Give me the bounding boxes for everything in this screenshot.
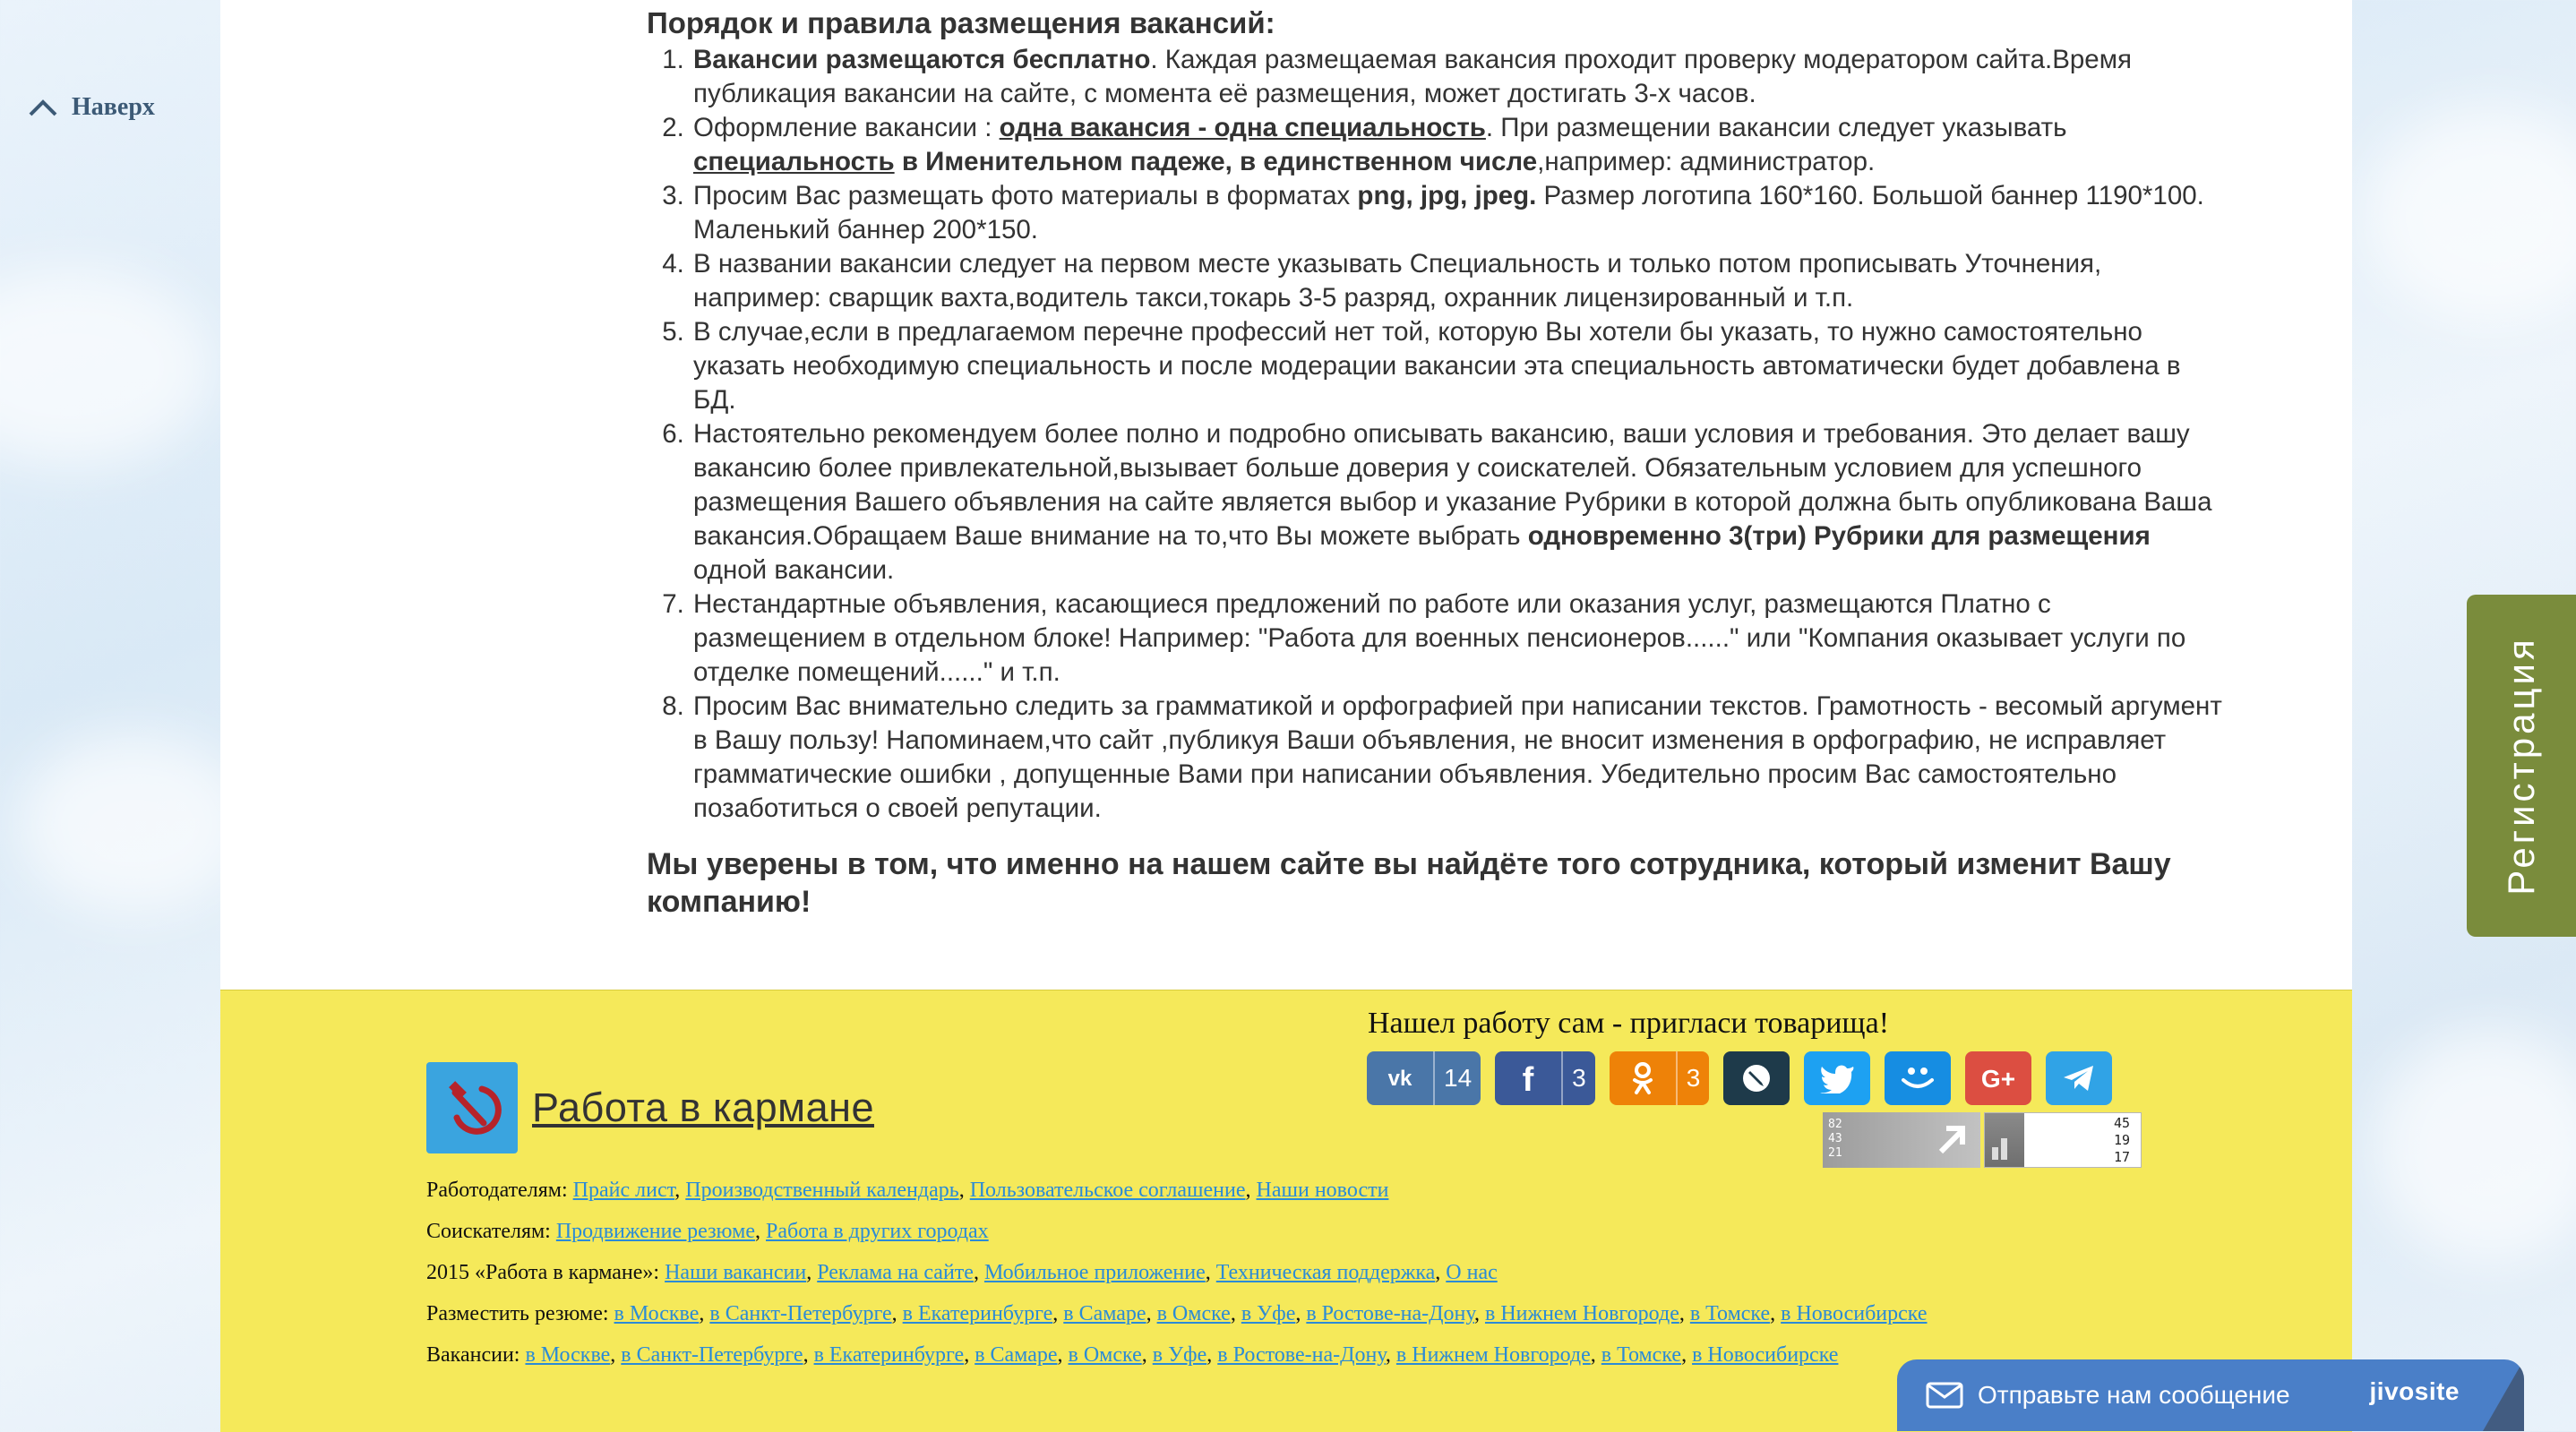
visit-counters <box>1823 1112 2142 1168</box>
footer-link[interactable]: Техническая поддержка <box>1215 1261 1436 1284</box>
rule-item <box>691 315 2223 417</box>
rule-item <box>691 247 2223 315</box>
footer-link[interactable]: в Омске <box>1068 1343 1142 1367</box>
svg-text:vk: vk <box>1387 1067 1413 1090</box>
back-to-top-label: Наверх <box>72 93 155 121</box>
rule-text: одна вакансия - одна специальность <box>999 113 1486 142</box>
footer-link[interactable]: в Новосибирске <box>1781 1302 1928 1325</box>
share-livejournal-button[interactable] <box>1723 1051 1790 1105</box>
rules-heading: Порядок и правила размещения вакансий: <box>647 6 1275 39</box>
footer-link-row: Вакансии: в Москве, в Санкт-Петербурге, в Екатеринбурге, в Самаре, в Омске, в Уфе, в Ростове-на-Дону, в Нижнем Новгороде, в Томске, в Новосибирске <box>426 1343 1839 1367</box>
share-twitter-button[interactable] <box>1804 1051 1870 1105</box>
footer-link[interactable]: в Санкт-Петербурге <box>621 1343 803 1367</box>
chevron-up-icon <box>27 97 59 118</box>
rule-item <box>691 587 2223 690</box>
chat-label: Отправьте нам сообщение <box>1978 1381 2290 1409</box>
footer-link[interactable]: О нас <box>1446 1261 1498 1284</box>
share-odnoklassniki-button[interactable] <box>1610 1051 1710 1105</box>
rule-text: . При размещении вакансии следует указывать <box>1485 113 2067 142</box>
footer-link[interactable]: Пользовательское соглашение <box>969 1179 1246 1202</box>
footer-link[interactable]: в Уфе <box>1152 1343 1207 1367</box>
footer-link-row: 2015 «Работа в кармане»: Наши вакансии, Реклама на сайте, Мобильное приложение, Техническая поддержка, О нас <box>426 1261 1498 1284</box>
footer-link[interactable]: в Нижнем Новгороде <box>1395 1343 1591 1367</box>
share-buttons <box>1367 1051 2112 1105</box>
footer-link[interactable]: Работа в других городах <box>766 1220 989 1243</box>
rule-text: в Именительном падеже, в единственном числе <box>894 147 1538 176</box>
main-content <box>220 0 2352 990</box>
footer-link[interactable]: Наши вакансии <box>665 1261 807 1284</box>
livejournal-icon <box>1723 1051 1790 1105</box>
footer-link[interactable]: в Ростове-на-Дону <box>1306 1302 1474 1325</box>
hammer-sickle-icon <box>426 1062 518 1153</box>
moimir-icon <box>1885 1051 1951 1105</box>
footer-link[interactable]: в Самаре <box>1063 1302 1146 1325</box>
footer-link[interactable]: в Ростове-на-Дону <box>1217 1343 1386 1367</box>
rule-text: Просим Вас размещать фото материалы в форматах <box>693 181 1358 210</box>
rules-list <box>647 43 2223 826</box>
google-plus-icon <box>1965 1051 2031 1105</box>
svg-text:G+: G+ <box>1981 1065 2016 1093</box>
rule-text: Вакансии размещаются бесплатно <box>693 45 1151 74</box>
footer-link[interactable]: Производственный календарь <box>685 1179 959 1202</box>
odnoklassniki-icon <box>1610 1051 1676 1105</box>
site-logo-link[interactable] <box>426 1062 874 1153</box>
rule-text: Оформление вакансии : <box>693 113 1000 142</box>
jivosite-chat-button[interactable] <box>1897 1359 2524 1431</box>
footer-link[interactable]: в Томске <box>1689 1302 1771 1325</box>
back-to-top-link[interactable] <box>27 93 155 122</box>
rule-text: В случае,если в предлагаемом перечне профессий нет той, которую Вы хотели бы указать, то нужно самостоятельно указать необходимую специальность и после модерации вакансии эта специальность автоматически будет добавлена в БД. <box>693 317 2181 415</box>
jivosite-logo: jivosite <box>2369 1377 2460 1405</box>
share-telegram-button[interactable] <box>2046 1051 2112 1105</box>
bar-chart-icon <box>1985 1113 2024 1167</box>
yandex-metrika-counter[interactable]: 45 19 17 <box>1984 1112 2142 1168</box>
share-facebook-button[interactable] <box>1495 1051 1595 1105</box>
rule-item <box>691 179 2223 247</box>
rule-text: ,например: администратор. <box>1537 147 1876 176</box>
footer-link-row: Работодателям: Прайс лист, Производственный календарь, Пользовательское соглашение, Наши новости <box>426 1179 1389 1202</box>
footer-link[interactable]: в Томске <box>1601 1343 1682 1367</box>
footer-link[interactable]: в Самаре <box>975 1343 1058 1367</box>
share-vk-button[interactable] <box>1367 1051 1481 1105</box>
footer-link[interactable]: в Москве <box>525 1343 611 1367</box>
closing-statement: Мы уверены в том, что именно на нашем сайте вы найдёте того сотрудника, который изменит Вашу компанию! <box>647 847 2171 919</box>
rule-item <box>691 417 2223 587</box>
share-count: 14 <box>1433 1051 1481 1105</box>
rule-item <box>691 111 2223 179</box>
rule-text: Настоятельно рекомендуем более полно и подробно описывать вакансию, ваши условия и требования. Это делает вашу вакансию более привлекательной,вызывает больше доверия у соискателей. Обязательным условием для успешного размещения Вашего объявления на сайте является выбор и указание Рубрики в которой должна быть опубликована Ваша вакансия.Обращаем Ваше внимание на то,что Вы можете выбрать <box>693 419 2212 551</box>
footer-link-row: Соискателям: Продвижение резюме, Работа в других городах <box>426 1220 989 1243</box>
footer-link[interactable]: в Новосибирске <box>1692 1343 1839 1367</box>
footer-row-label: Разместить резюме: <box>426 1302 614 1325</box>
share-moimir-button[interactable] <box>1885 1051 1951 1105</box>
placement-rules <box>647 5 2223 921</box>
footer-link[interactable]: в Нижнем Новгороде <box>1484 1302 1679 1325</box>
footer-row-label: Работодателям: <box>426 1179 573 1202</box>
footer-link[interactable]: Мобильное приложение <box>983 1261 1206 1284</box>
vk-icon <box>1367 1051 1433 1105</box>
footer-link[interactable]: Реклама на сайте <box>817 1261 974 1284</box>
footer-row-label: Вакансии: <box>426 1343 526 1367</box>
facebook-icon <box>1495 1051 1561 1105</box>
share-count: 3 <box>1561 1051 1595 1105</box>
footer-link[interactable]: Продвижение резюме <box>555 1220 756 1243</box>
footer-row-label: 2015 «Работа в кармане»: <box>426 1261 665 1284</box>
chat-corner-fold <box>2483 1359 2524 1431</box>
rule-text: Просим Вас внимательно следить за грамматикой и орфографией при написании текстов. Грамотность - весомый аргумент в Вашу пользу! Напоминаем,что сайт ,публикуя Ваши объявления, не вносит изменения в орфографию, не исправляет грамматические ошибки , допущенные Вами при написании объявления. Убедительно просим Вас самостоятельно позаботиться о своей репутации. <box>693 691 2222 823</box>
envelope-icon <box>1926 1382 1963 1409</box>
rule-text: Размер логотипа 160*160. Большой баннер 1190*100. Маленький баннер 200*150. <box>693 181 2204 244</box>
footer-link[interactable]: в Уфе <box>1241 1302 1296 1325</box>
rule-item <box>691 43 2223 111</box>
footer-link[interactable]: в Екатеринбурге <box>813 1343 965 1367</box>
footer-link[interactable]: в Екатеринбурге <box>902 1302 1053 1325</box>
rule-text: . Каждая размещаемая вакансия проходит проверку модератором сайта.Время публикация вакансии на сайте, с момента её размещения, может достигать 3-х часов. <box>693 45 2132 108</box>
register-button[interactable] <box>2467 595 2576 937</box>
rule-text: одновременно 3(три) Рубрики для размещения <box>1527 521 2151 551</box>
footer-link[interactable]: в Москве <box>614 1302 700 1325</box>
footer-link[interactable]: Наши новости <box>1256 1179 1389 1202</box>
liveinternet-counter[interactable]: 82 43 21 <box>1823 1112 1980 1168</box>
footer-links <box>426 1170 1928 1376</box>
svg-text:f: f <box>1522 1061 1534 1096</box>
footer-link[interactable]: Прайс лист <box>572 1179 675 1202</box>
telegram-icon <box>2046 1051 2112 1105</box>
rule-text: Нестандартные объявления, касающиеся предложений по работе или оказания услуг, размещаются Платно с размещением в отдельном блоке! Например: "Работа для военных пенсионеров......" или "Компания оказывает услуги по отделке помещений......" и т.п. <box>693 589 2186 687</box>
share-count: 3 <box>1676 1051 1710 1105</box>
footer-link-row: Разместить резюме: в Москве, в Санкт-Петербурге, в Екатеринбурге, в Самаре, в Омске, в Уфе, в Ростове-на-Дону, в Нижнем Новгороде, в Томске, в Новосибирске <box>426 1302 1928 1325</box>
site-logo-text: Работа в кармане <box>532 1085 874 1130</box>
rule-text: В названии вакансии следует на первом месте указывать Специальность и только потом прописывать Уточнения, например: сварщик вахта,водитель такси,токарь 3-5 разряд, охранник лицензированный и т.п. <box>693 249 2102 313</box>
arrow-up-right-icon <box>1934 1121 1970 1157</box>
register-label: Регистрация <box>2500 636 2542 896</box>
rule-item <box>691 690 2223 826</box>
rule-text: одной вакансии. <box>693 555 895 585</box>
rule-text: специальность <box>693 147 895 176</box>
twitter-icon <box>1804 1051 1870 1105</box>
footer-link[interactable]: в Санкт-Петербурге <box>709 1302 892 1325</box>
footer-row-label: Соискателям: <box>426 1220 556 1243</box>
rule-text: png, jpg, jpeg. <box>1357 181 1537 210</box>
share-title: Нашел работу сам - пригласи товарища! <box>1368 1007 1890 1040</box>
footer-link[interactable]: в Омске <box>1156 1302 1231 1325</box>
share-googleplus-button[interactable] <box>1965 1051 2031 1105</box>
